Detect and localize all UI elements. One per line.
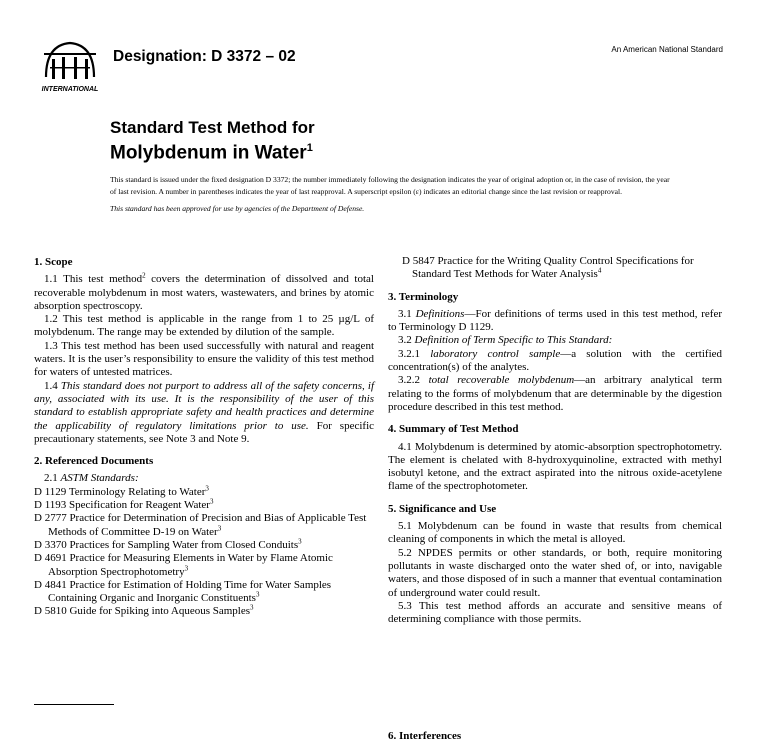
footnote-ref[interactable]: 3 [205, 484, 209, 493]
refdocs-2-1-num: 2.1 [44, 472, 61, 485]
reference-text[interactable]: D 4841 Practice for Estimation of Holding Time for Water Samples Containing Organic and Inorganic Constituents [34, 578, 332, 605]
section-interferences-heading: 6. Interferences [388, 730, 462, 742]
terminology-3-2-2 [388, 374, 722, 414]
reference-item [34, 512, 374, 539]
reference-item [34, 486, 374, 499]
significance-5-2: 5.2 NPDES permits or other standards, or both, require monitoring pollutants in waste discharged onto the water shed of, or into, navigable waters, and those disposed of in such a manner that eventual contamination of underground water could result. [388, 546, 722, 599]
reference-item [34, 552, 374, 579]
reference-text[interactable]: D 4691 Practice for Measuring Elements in Water by Flame Atomic Absorption Spectrophotometry [34, 552, 333, 578]
term-definition: —a solution with the certified concentration(s) of the analytes. [388, 347, 723, 374]
scope-1-1-b: covers the determination of dissolved and total recoverable molybdenum in most waters, wastewaters, and brines by atomic absorption spectroscopy. [34, 273, 374, 312]
scope-1-1 [34, 273, 374, 313]
title-footnote-ref[interactable]: 1 [306, 142, 313, 154]
footnote-ref[interactable]: 3 [217, 523, 222, 532]
footnote-ref[interactable]: 3 [255, 590, 260, 599]
section-refdocs-heading: 2. Referenced Documents [34, 455, 154, 468]
reference-item [34, 605, 374, 618]
scope-1-4-num: 1.4 [44, 379, 61, 392]
significance-5-1: 5.1 Molybdenum can be found in waste that results from chemical cleaning of components in which the metal is alloyed. [388, 520, 722, 546]
scope-1-4 [34, 380, 374, 446]
term-label: total recoverable molybdenum [428, 374, 575, 387]
reference-item [388, 255, 722, 282]
terminology-3-2-1 [388, 348, 722, 375]
section-scope-heading: 1. Scope [34, 256, 73, 268]
section-summary-heading: 4. Summary of Test Method [388, 423, 519, 436]
refdocs-2-1-label: ASTM Standards: [60, 472, 139, 485]
designation: Designation: D 3372 – 02 [113, 48, 296, 65]
term-definition: —For definitions of terms used in this test method, refer to Terminology D 1129. [388, 307, 723, 334]
term-num: 3.2.2 [398, 374, 429, 387]
footnote-ref[interactable]: 3 [298, 537, 302, 546]
notice-text: This standard is issued under the fixed designation D 3372; the number immediately following the designation indicates the year of original adoption or, in the case of revision, the year of last revision. A number in parentheses indicates the year of last reapproval. A superscript epsilon (ε) indicates an editorial change since the last revision or reapproval. [110, 175, 670, 196]
reference-text[interactable]: D 5847 Practice for the Writing Quality Control Specifications for Standard Test Methods for Water Analysis [402, 255, 694, 281]
reference-item [34, 579, 374, 606]
refdocs-2-1 [34, 472, 374, 485]
term-num: 3.2.1 [398, 347, 431, 360]
title-main: Molybdenum in Water [110, 142, 307, 164]
footnote-ref[interactable]: 3 [250, 603, 254, 612]
section-terminology-heading: 3. Terminology [388, 290, 459, 303]
american-national-standard-label: An American National Standard [611, 45, 723, 54]
reference-item [34, 539, 374, 552]
terminology-3-1 [388, 308, 722, 335]
reference-text[interactable]: D 1193 Specification for Reagent Water [34, 499, 210, 512]
terminology-3-2 [388, 334, 722, 347]
reference-text[interactable]: D 2777 Practice for Determination of Precision and Bias of Applicable Test Methods of Committee D-19 on Water [34, 512, 367, 538]
scope-1-2: 1.2 This test method is applicable in the range from 1 to 25 µg/L of molybdenum. The range may be extended by dilution of the sample. [34, 313, 374, 339]
dod-approval: This standard has been approved for use by agencies of the Department of Defense. [110, 204, 365, 213]
reference-text[interactable]: D 5810 Guide for Spiking into Aqueous Samples [34, 605, 251, 618]
reference-text[interactable]: D 3370 Practices for Sampling Water from Closed Conduits [34, 538, 299, 551]
term-label: Definitions [415, 307, 465, 320]
summary-4-1: 4.1 Molybdenum is determined by atomic-absorption spectrophotometry. The element is chelated with 8-hydroxyquinoline, extracted with methyl isobutyl ketone, and the extract aspirated into the nitrous oxide-acetylene flame of the spectrophotometer. [388, 440, 722, 493]
title-line-2 [110, 138, 315, 163]
term-definition: —an arbitrary analytical term relating to the forms of molybdenum that are determinable by the digestion procedure described in this test method. [388, 374, 722, 413]
reference-text[interactable]: D 1129 Terminology Relating to Water [34, 485, 206, 498]
term-label: laboratory control sample [430, 347, 561, 360]
scope-1-4-safety: This standard does not purport to address all of the safety concerns, if any, associated with its use. It is the responsibility of the user of this standard to establish appropriate safety and health practices and determine the applicability of regulatory limitations prior to use. [34, 379, 374, 432]
footnote-ref[interactable]: 2 [142, 271, 146, 280]
title-line-1: Standard Test Method for [110, 118, 315, 137]
term-num: 3.2 [398, 334, 415, 347]
footnote-ref[interactable]: 4 [597, 266, 602, 275]
footnote-ref[interactable]: 3 [184, 563, 189, 572]
scope-1-1-a: 1.1 This test method [44, 273, 143, 286]
significance-5-3: 5.3 This test method affords an accurate and sensitive means of determining compliance with those permits. [388, 599, 722, 626]
term-label: Definition of Term Specific to This Standard: [414, 334, 613, 347]
footnote-divider [34, 704, 114, 705]
standard-notice [110, 174, 670, 215]
page-title [110, 118, 315, 163]
scope-1-4-b: For specific precautionary statements, see Note 3 and Note 9. [34, 419, 375, 445]
left-column [34, 256, 374, 619]
astm-logo [36, 37, 104, 95]
footnote-ref[interactable]: 3 [209, 497, 214, 506]
reference-item [34, 499, 374, 512]
scope-1-3: 1.3 This test method has been used successfully with natural and reagent waters. It is the user’s responsibility to ensure the validity of this test method for waters of untested matrices. [34, 339, 374, 379]
right-column [388, 255, 722, 626]
section-significance-heading: 5. Significance and Use [388, 502, 497, 515]
logo-wordmark: INTERNATIONAL [41, 86, 99, 93]
term-num: 3.1 [398, 307, 416, 320]
